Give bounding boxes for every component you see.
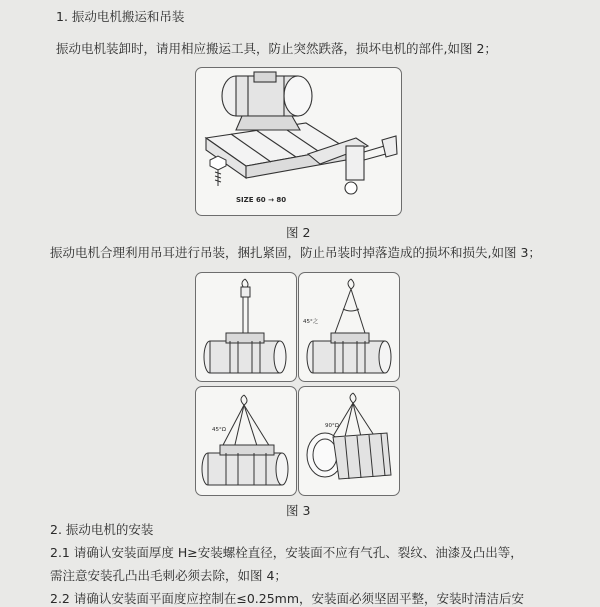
- figure3-panel-1: [195, 272, 297, 382]
- sling-angle-label: 90°Ω: [325, 423, 339, 429]
- figure3-panel-3: [195, 386, 297, 496]
- figure2-caption: 图 2: [286, 225, 311, 240]
- four-leg-sling-45-drawing: [196, 387, 296, 495]
- section2-line2: 需注意安装孔凸出毛刺必须去除，如图 4；: [50, 568, 287, 583]
- sling-angle-label: 45°Ω: [212, 427, 226, 433]
- figure3-caption: 图 3: [286, 503, 311, 518]
- figure3-panel-4: [298, 386, 400, 496]
- section1-heading: 1. 振动电机搬运和吊装: [56, 9, 185, 24]
- figure2-illustration: [195, 67, 402, 216]
- sling-angle-label: 45°之: [303, 319, 319, 325]
- section1-paragraph: 振动电机装卸时，请用相应搬运工具，防止突然跌落，损坏电机的部件,如图 2；: [56, 41, 497, 56]
- pallet-jack-motor-drawing: [196, 68, 401, 215]
- bolt-size-label: SIZE 60 → 80: [236, 196, 287, 204]
- four-leg-sling-90-drawing: [299, 387, 399, 495]
- section2-heading: 2. 振动电机的安装: [50, 522, 154, 537]
- section2-line1: 2.1 请确认安装面厚度 H≥安装螺栓直径，安装面不应有气孔、裂纹、油漆及凸出等，: [50, 545, 523, 560]
- lifting-paragraph: 振动电机合理利用吊耳进行吊装，捆扎紧固，防止吊装时掉落造成的损坏和损失,如图 3；: [50, 245, 541, 260]
- two-leg-sling-45-drawing: [299, 273, 399, 381]
- section2-line3: 2.2 请确认安装面平面度应控制在≤0.25mm，安装面必须坚固平整，安装时清洁后安: [50, 591, 525, 606]
- single-hook-lift-drawing: [196, 273, 296, 381]
- figure3-panel-2: [298, 272, 400, 382]
